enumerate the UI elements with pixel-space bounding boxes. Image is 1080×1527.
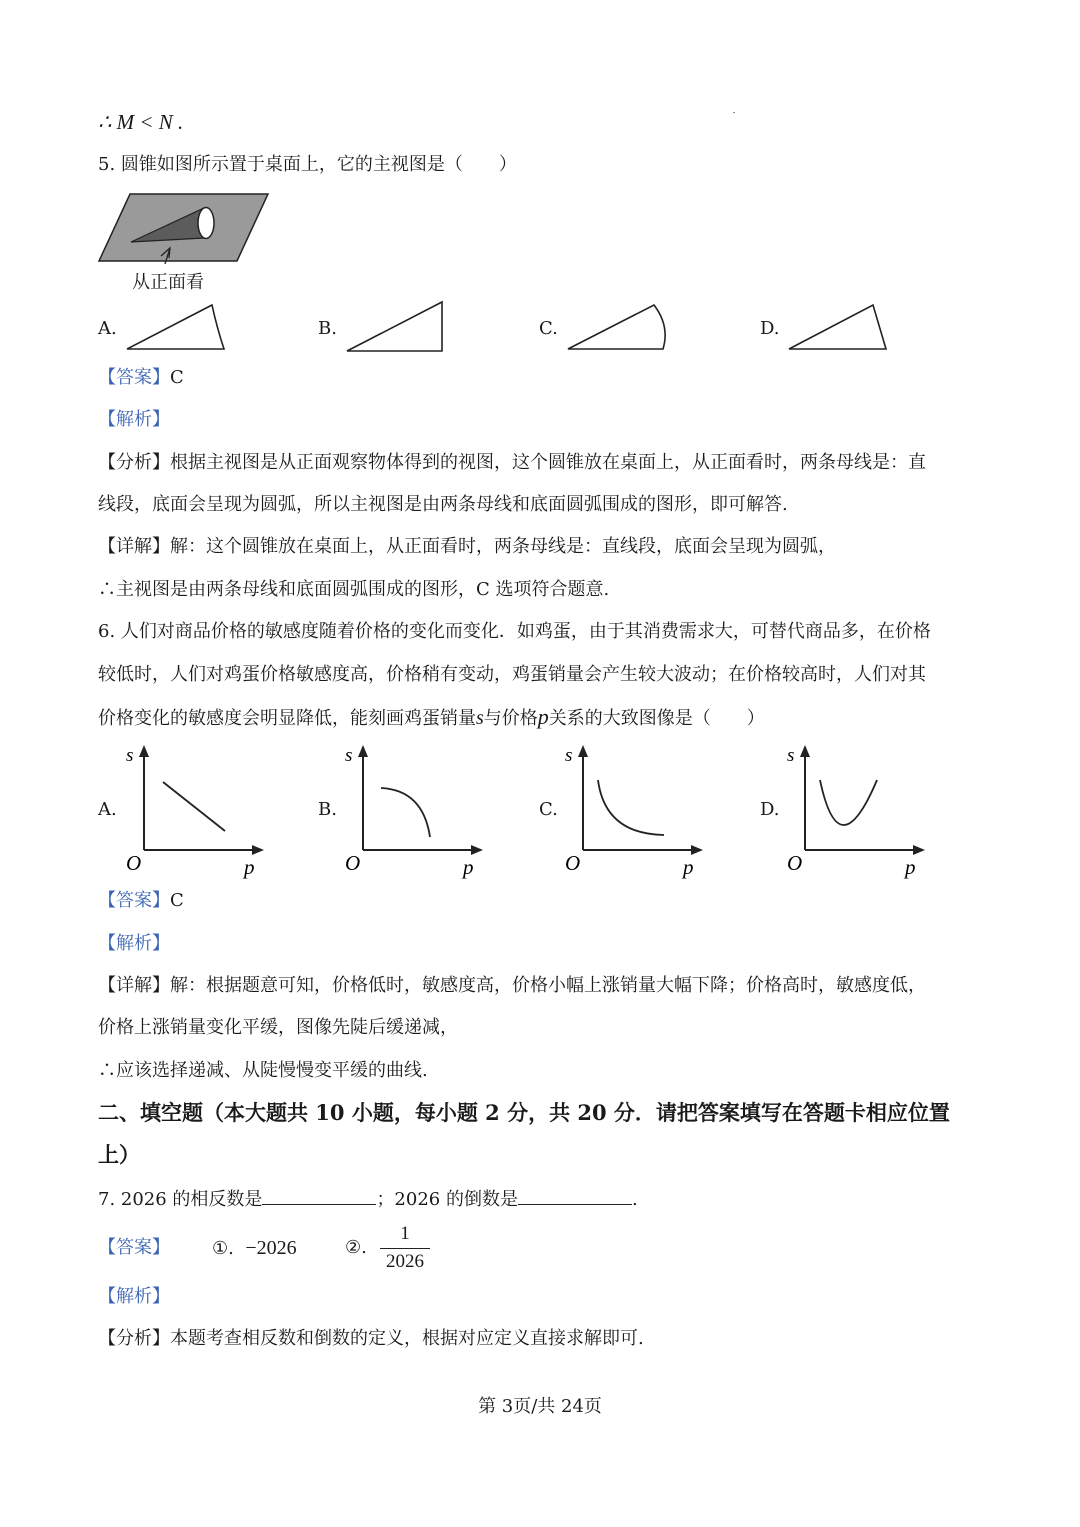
prev-conclusion: ∴ M < N .: [98, 110, 184, 134]
q5-fenxi-line-1: [98, 451, 926, 475]
fenxi-text: 根据主视图是从正面观察物体得到的视图，这个圆锥放在桌面上，从正面看时，两条母线是：直: [170, 452, 926, 473]
answer-label: 【答案】: [98, 367, 170, 388]
q5-option-d-figure: [787, 302, 892, 354]
q5-option-c-label: C.: [539, 318, 558, 339]
stem-text: 7. 2026 的相反数是: [98, 1189, 263, 1210]
detail-label: 【详解】: [98, 975, 170, 996]
q7-analysis-label: 【解析】: [98, 1286, 170, 1307]
q6-option-b-label: B.: [318, 799, 337, 820]
scan-dot: [733, 112, 735, 113]
origin-label: O: [787, 851, 803, 875]
x-axis-label: p: [244, 855, 255, 879]
y-axis-label: s: [126, 745, 134, 766]
origin-label: O: [345, 851, 361, 875]
q6-conclusion: ∴应该选择递减、从陡慢慢变平缓的曲线.: [98, 1060, 428, 1081]
stem-text: 价格变化的敏感度会明显降低，能刻画鸡蛋销量: [98, 708, 476, 729]
q6-analysis-label: 【解析】: [98, 933, 170, 954]
origin-label: O: [126, 851, 142, 875]
detail-label: 【详解】: [98, 536, 170, 557]
answer-value: C: [170, 890, 184, 911]
x-axis-label: p: [683, 855, 694, 879]
q6-option-c-label: C.: [539, 799, 558, 820]
q7-answer-1: [212, 1236, 297, 1261]
q5-stem: 5. 圆锥如图所示置于桌面上，它的主视图是（ ）: [98, 154, 517, 175]
fraction-numerator: 1: [400, 1223, 410, 1244]
q5-option-a-figure: [125, 302, 230, 354]
q5-option-a-label: A.: [98, 318, 117, 339]
q5-option-b-label: B.: [318, 318, 337, 339]
stem-text: 关系的大致图像是（ ）: [548, 708, 765, 729]
section-2-title-line-2: 上）: [98, 1142, 140, 1167]
q6-graph-c: [557, 742, 707, 880]
fenxi-label: 【分析】: [98, 1328, 170, 1349]
answer-value: −2026: [245, 1237, 297, 1259]
q6-graph-b: [337, 742, 487, 880]
answer-label: 【答案】: [98, 890, 170, 911]
q6-detail-line-2: 价格上涨销量变化平缓，图像先陡后缓递减，: [98, 1017, 458, 1038]
q5-detail: [98, 535, 836, 559]
y-axis-label: s: [345, 745, 353, 766]
detail-text: 解：这个圆锥放在桌面上，从正面看时，两条母线是：直线段，底面会呈现为圆弧，: [170, 536, 836, 557]
q6-stem-line-2: 较低时，人们对鸡蛋价格敏感度高，价格稍有变动，鸡蛋销量会产生较大波动；在价格较高时，人们对其: [98, 664, 926, 685]
blank-2: [518, 1186, 632, 1205]
q6-stem-line-3: [98, 705, 765, 731]
q5-analysis-label: 【解析】: [98, 409, 170, 430]
x-axis-label: p: [905, 855, 916, 879]
stem-text: ；2026 的倒数是: [376, 1189, 518, 1210]
q6-stem-line-1: 6. 人们对商品价格的敏感度随着价格的变化而变化．如鸡蛋，由于其消费需求大，可替代商品多，在价格: [98, 621, 931, 642]
q6-option-a-label: A.: [98, 799, 117, 820]
q5-fenxi-line-2: 线段，底面会呈现为圆弧，所以主视图是由两条母线和底面圆弧围成的图形，即可解答.: [98, 494, 788, 515]
q5-answer: [98, 366, 184, 390]
fenxi-text: 本题考查相反数和倒数的定义，根据对应定义直接求解即可.: [170, 1328, 644, 1349]
q7-fenxi: [98, 1327, 644, 1351]
q5-option-d-label: D.: [760, 318, 780, 339]
fraction-denominator: 2026: [386, 1251, 424, 1272]
q6-option-d-label: D.: [760, 799, 780, 820]
q7-stem: [98, 1186, 638, 1212]
detail-text: 解：根据题意可知，价格低时，敏感度高，价格小幅上涨销量大幅下降；价格高时，敏感度低，: [170, 975, 926, 996]
y-axis-label: s: [565, 745, 573, 766]
q5-conclusion: ∴主视图是由两条母线和底面圆弧围成的图形，C 选项符合题意.: [98, 579, 610, 600]
q6-detail-line-1: [98, 974, 926, 998]
y-axis-label: s: [787, 745, 795, 766]
q7-answer-2-fraction: [380, 1222, 430, 1275]
answer-value: C: [170, 367, 184, 388]
x-axis-label: p: [463, 855, 474, 879]
q5-figure-caption: 从正面看: [132, 272, 204, 293]
q7-answer-2-index: ②.: [345, 1237, 367, 1258]
section-2-title-line-1: 二、填空题（本大题共 10 小题，每小题 2 分，共 20 分．请把答案填写在答题卡相应位置: [98, 1100, 950, 1125]
stem-text: .: [631, 1189, 638, 1210]
q6-graph-a: [118, 742, 268, 880]
q5-option-b-figure: [345, 300, 450, 355]
blank-1: [262, 1186, 376, 1205]
q6-graph-d: [779, 742, 929, 880]
q6-answer: [98, 889, 184, 913]
q7-answer-label: 【答案】: [98, 1237, 170, 1258]
fenxi-label: 【分析】: [98, 452, 170, 473]
answer-index: ①.: [212, 1238, 234, 1259]
q5-option-c-figure: [566, 302, 671, 354]
stem-text: 与价格: [483, 708, 538, 729]
var-s: s: [476, 707, 484, 729]
var-p: p: [537, 704, 549, 729]
page-footer: 第 3页/共 24页: [478, 1396, 602, 1417]
origin-label: O: [565, 851, 581, 875]
